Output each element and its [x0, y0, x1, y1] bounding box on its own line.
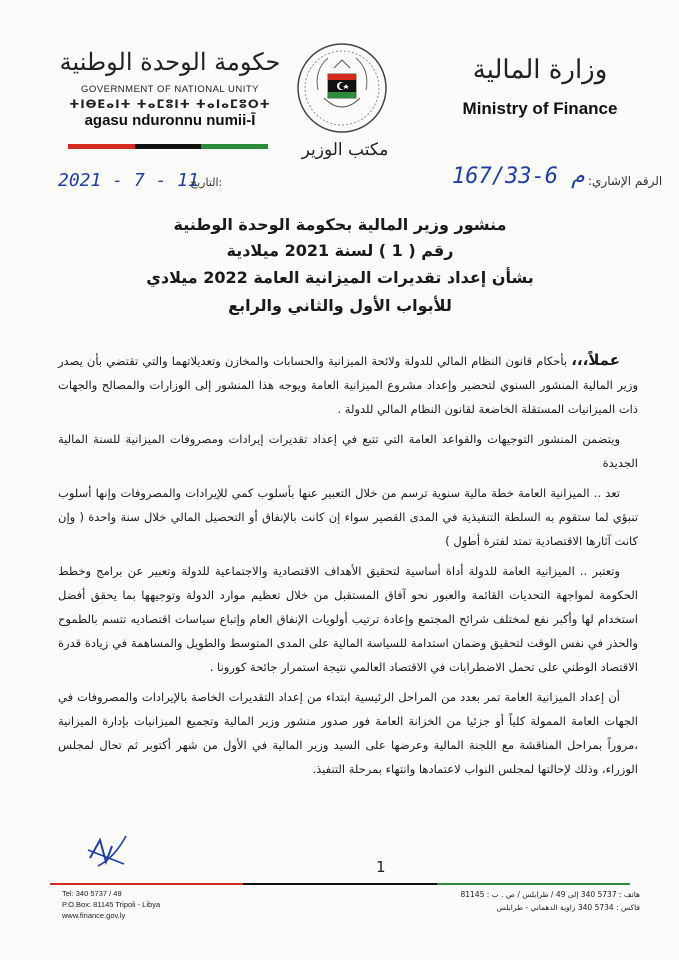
footer-po-box: P.O.Box: 81145 Tripoli - Libya: [62, 900, 161, 909]
footer-phone-arabic: هاتف : 5737 340 إلى 49 / طرابلس / ص . ب : 81145: [460, 890, 640, 899]
circular-body: [58, 348, 638, 787]
flag-stripe: [68, 144, 268, 149]
circular-subject: بشأن إعداد تقديرات الميزانية العامة 2022 ميلادي: [146, 268, 534, 287]
government-header: [50, 48, 290, 129]
footer-website[interactable]: www.finance.gov.ly: [62, 911, 126, 920]
reference-number-value: 167/33-6 م: [452, 164, 585, 189]
footer-fax-arabic: فاكس : 5734 340 زاوية الدهماني - طرابلس: [496, 903, 640, 912]
minister-office-label: مكتب الوزير: [301, 140, 389, 160]
government-tifinagh-name: ⵜⵏⴱⴹⴰⵏⵜ ⵜⴰⵎⵓⵏⵜ ⵜⴰⵏⴰⵎⵓⵔⵜ: [69, 97, 271, 111]
footer-flag-stripe: [50, 883, 630, 885]
ministry-arabic-name: وزارة المالية: [472, 55, 608, 85]
circular-title: منشور وزير المالية بحكومة الوحدة الوطنية: [173, 215, 507, 234]
government-english-name: GOVERNMENT OF NATIONAL UNITY: [81, 84, 259, 95]
paragraph-3: تعد .. الميزانية العامة خطة مالية سنوية ترسم من خلال التعبير عنها بأسلوب كمي للإيرادات والمصروفات وإنها أسلوب تنبؤي لما ستقوم به السلطة التنفيذية في المدى القصير سواء إن كانت بالإنفاق أو التحصيل المالي خلال سنة واحدة ( وإن كانت آثارها الاقتصادية تمتد لفترة أطول ): [58, 486, 638, 548]
date-label: :التاريخ: [190, 176, 223, 189]
paragraph-2: ويتضمن المنشور التوجيهات والقواعد العامة التي تتبع في إعداد تقديرات إيرادات ومصروفات الميزانية للسنة المالية الجديدة: [58, 432, 638, 470]
paragraph-4: وتعتبر .. الميزانية العامة للدولة أداة أساسية لتحقيق الأهداف الاقتصادية والاجتماعية للدولة وتعبير عن برامج وخطط الحكومة لمواجهة التحديات القائمة والعبور نحو آفاق المستقبل من خلال تعظيم موارد الدولة وتوجيهها بما يحقق أفضل استخدام لها وأكبر نفع لمختلف شرائح المجتمع وإعادة ترتيب أولويات الإنفاق العام وإتباع سياسات اقتصاديه تتسم بالطموح والحذر في نفس الوقت لتحقيق وضمان استدامة للسياسة المالية على المدى المتوسط والطويل والمساهمة في زيادة قدرة الاقتصاد الوطني على تحمل الاضطرابات في الاقتصاد العالمي نتيجة استمرار جائحة كورونا .: [58, 564, 638, 674]
ministry-header: [450, 55, 630, 119]
circular-number: رقم ( 1 ) لسنة 2021 ميلادية: [226, 241, 454, 260]
circular-title-block: [100, 212, 580, 320]
signature-mark-icon: [84, 828, 130, 870]
date-value: 2021 - 7 - 11: [58, 170, 199, 191]
state-emblem-icon: [294, 40, 390, 136]
footer-contact-english: [62, 888, 160, 921]
government-amazigh-name: agasu nduronnu numii-Ī: [84, 112, 256, 129]
paragraph-1: [58, 348, 638, 421]
lead-word: عملاً،،،: [571, 351, 620, 369]
government-arabic-name: حكومة الوحدة الوطنية: [59, 48, 281, 76]
paragraph-1-text: بأحكام قانون النظام المالي للدولة ولائحة الميزانية والحسابات والمخازن وتعديلاتهما والتي تقتضي بأن يصدر وزير المالية المنشور السنوي لتحضير وإعداد مشروع الميزانية العامة ويوجه هذا المنشور إلى الوزارات والمصالح والجهات ذات الميزانيات المستقلة الخاضعة لقانون النظام المالي للدولة .: [58, 354, 638, 416]
ministry-english-name: Ministry of Finance: [462, 99, 618, 118]
page-number: 1: [376, 858, 386, 876]
footer-contact-arabic: [380, 888, 640, 914]
reference-number-label: الرقم الإشاري:: [588, 174, 663, 188]
circular-scope: للأبواب الأول والثاني والرابع: [228, 296, 452, 315]
paragraph-5: أن إعداد الميزانية العامة تمر بعدد من المراحل الرئيسية ابتداء من إعداد التقديرات الخاصة بالإيرادات والمصروفات في الجهات العامة الممولة كلياً أو جزئيا من الخزانة العامة فور صدور منشور وزير المالية وتجميع الميزانيات بإدارة الميزانية ،مروراً بمراحل المناقشة مع اللجنة المالية وعرضها على السيد وزير المالية في الأول من شهر أكتوبر ثم تحال لمجلس الوزراء، وذلك لإحالتها لمجلس النواب لاعتمادها وانتهاء بمرحلة التنفيذ.: [58, 690, 638, 776]
footer-phone: Tel: 340 5737 / 49: [62, 889, 122, 898]
